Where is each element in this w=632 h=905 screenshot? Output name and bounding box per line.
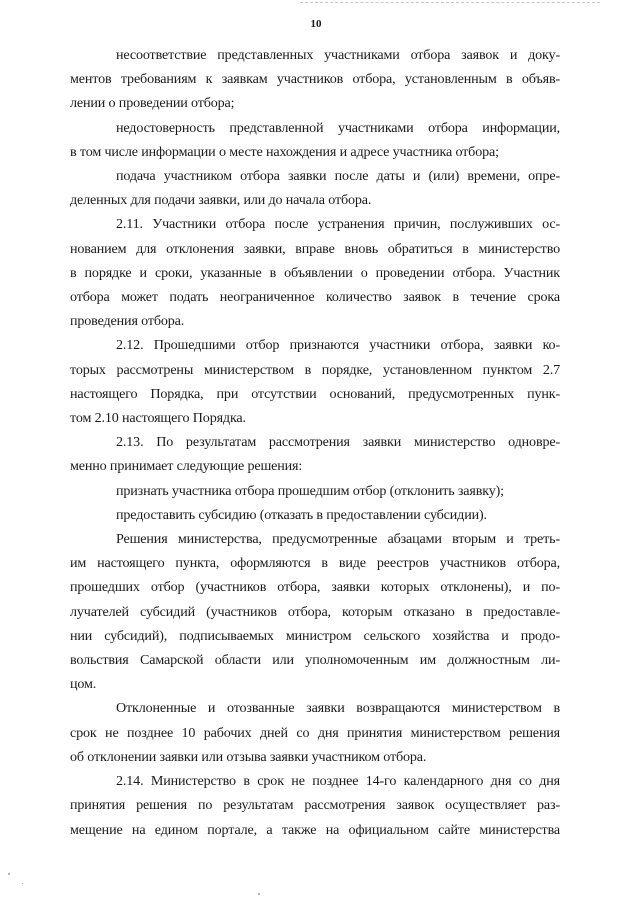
text-line: отбора может подать неограниченное количество заявок в течение срока <box>70 289 560 306</box>
text-line: недостоверность представленной участниками отбора информации, <box>116 119 560 136</box>
text-line: менно принимает следующие решения: <box>70 458 303 475</box>
text-line: 2.13. По результатам рассмотрения заявки министерство одновре- <box>116 434 560 451</box>
text-line: нованием для отклонения заявки, вправе вновь обратиться в министерство <box>70 240 560 257</box>
text-line: несоответствие представленных участниками отбора заявок и доку- <box>116 47 560 63</box>
text-line: ментов требованиям к заявкам участников отбора, установленным в объяв- <box>70 71 560 88</box>
text-line: мещение на едином портале, а также на официальном сайте министерства <box>70 821 560 838</box>
text-line: Отклоненные и отозванные заявки возвращаются министерством в <box>116 700 560 717</box>
text-line: срок не позднее 10 рабочих дней со дня принятия министерством решения <box>70 724 560 741</box>
scan-speck <box>258 893 260 895</box>
text-line: принятия решения по результатам рассмотрения заявок осуществляет раз- <box>70 797 560 814</box>
text-line: деленных для подачи заявки, или до начала отбора. <box>70 192 372 209</box>
scan-speck <box>8 873 10 875</box>
text-line: прошедших отбор (участников отбора, заявки которых отклонены), и по- <box>70 579 560 596</box>
document-body <box>70 43 560 842</box>
text-line: 2.14. Министерство в срок не позднее 14-го календарного дня со дня <box>116 773 560 790</box>
text-line: настоящего Порядка, при отсутствии оснований, предусмотренных пунк- <box>70 385 560 402</box>
text-line: подача участником отбора заявки после даты и (или) времени, опре- <box>116 168 560 185</box>
text-line: торых рассмотрены министерством в порядке, установленном пунктом 2.7 <box>70 361 560 378</box>
text-line: в порядке и сроки, указанные в объявлении о проведении отбора. Участник <box>70 264 560 281</box>
text-line: им настоящего пункта, оформляются в виде реестров участников отбора, <box>70 555 560 572</box>
text-line: лучателей субсидий (участников отбора, которым отказано в предоставле- <box>70 603 560 620</box>
text-line: 2.11. Участники отбора после устранения причин, послуживших ос- <box>116 216 560 233</box>
text-line: вольствия Самарской области или уполномоченным им должностным ли- <box>70 652 560 669</box>
text-line: Решения министерства, предусмотренные абзацами вторым и треть- <box>116 531 560 548</box>
text-line: предоставить субсидию (отказать в предоставлении субсидии). <box>116 506 487 523</box>
scan-speck <box>22 883 23 884</box>
text-line: об отклонении заявки или отзыва заявки участником отбора. <box>70 748 427 765</box>
text-line: проведения отбора. <box>70 313 185 330</box>
text-line: цом. <box>70 676 97 693</box>
page-number: 10 <box>310 18 322 30</box>
text-line: лении о проведении отбора; <box>70 95 235 112</box>
scan-edge-line <box>300 2 600 3</box>
text-line: признать участника отбора прошедшим отбор (отклонить заявку); <box>116 482 504 499</box>
text-line: том 2.10 настоящего Порядка. <box>70 410 246 427</box>
text-line: 2.12. Прошедшими отбор признаются участники отбора, заявки ко- <box>116 337 560 354</box>
text-line: в том числе информации о месте нахождения и адресе участника отбора; <box>70 143 499 160</box>
text-line: нии субсидий), подписываемых министром сельского хозяйства и продо- <box>70 627 560 644</box>
